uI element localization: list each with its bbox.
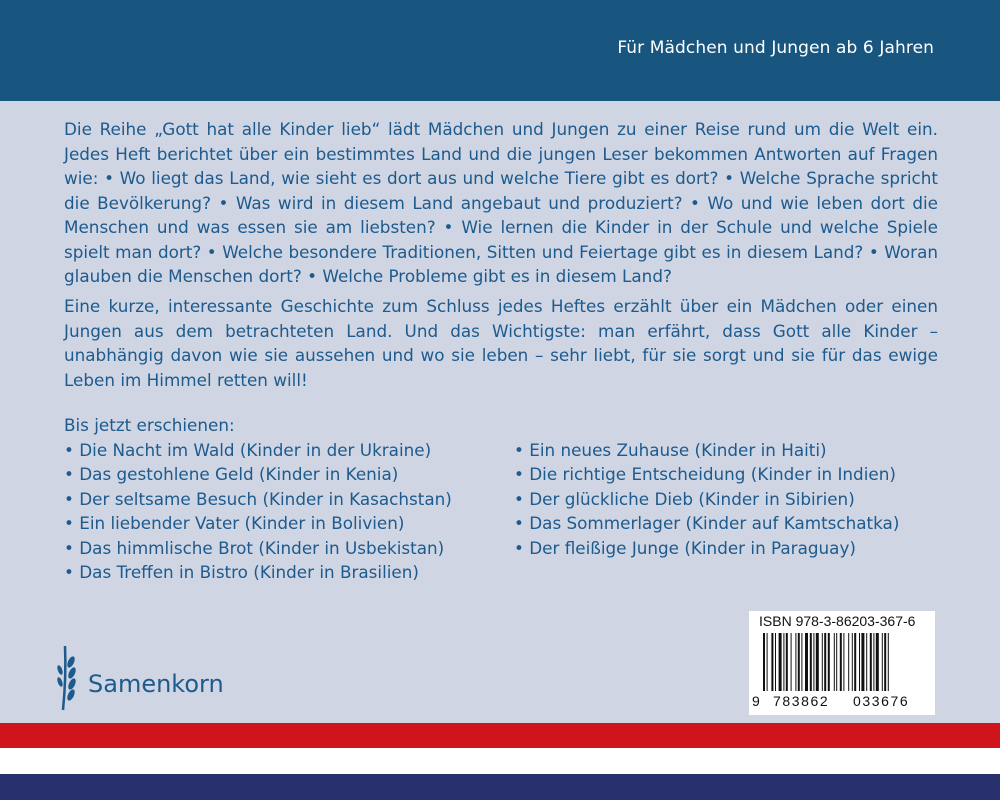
barcode-bar [810,633,812,691]
flag-stripe-blue [0,774,1000,800]
barcode-bar [813,633,814,691]
barcode-bar [791,633,792,691]
barcode-bar [763,633,765,691]
book-item: • Das gestohlene Geld (Kinder in Kenia) [64,464,399,484]
barcode-bar [884,633,886,691]
barcode-bar [771,633,773,691]
barcode-bar [805,633,808,691]
barcode-bar [873,633,874,691]
isbn-number: ISBN 978-3-86203-367-6 [759,613,916,629]
barcode-digits-right: 033676 [853,693,910,709]
book-item: • Die Nacht im Wald (Kinder in der Ukraine) [64,439,432,460]
published-books [64,413,944,582]
barcode-bar [834,633,835,691]
wheat-icon [57,640,87,712]
flag-stripe-white [0,748,1000,774]
book-item: • Das Treffen in Bistro (Kinder in Brasilien) [64,562,419,582]
barcode-bar [783,633,784,691]
barcode-bar [859,633,860,691]
barcode-bar [816,633,819,691]
book-item: • Ein liebender Vater (Kinder in Bolivien) [64,513,405,533]
barcode-bars [763,633,921,697]
barcode-bar [843,633,844,691]
barcode-bar [876,633,879,691]
barcode-bar [786,633,788,691]
barcode-digits-left: 783862 [773,693,830,709]
barcode-bar [861,633,864,691]
barcode-bar [822,633,823,691]
barcode-bar [828,633,830,691]
publisher-logo [57,640,257,710]
barcode-bar [854,633,856,691]
books-list-left [64,438,452,585]
barcode-bar [824,633,826,691]
barcode-bar [836,633,837,691]
barcode-bar [801,633,802,691]
barcode-bar [888,633,889,691]
book-item: • Der fleißige Junge (Kinder in Paraguay) [514,537,856,558]
barcode-bar [767,633,768,691]
book-item: • Das himmlische Brot (Kinder in Usbekistan) [64,537,445,558]
barcode-bar [779,633,782,691]
barcode-bar [775,633,776,691]
book-item: • Ein neues Zuhause (Kinder in Haiti) [514,439,827,460]
books-heading: Bis jetzt erschienen: [64,415,235,435]
barcode-digit-first: 9 [752,693,762,709]
barcode-bar [852,633,853,691]
barcode-bar [840,633,842,691]
flag-stripe-red [0,723,1000,748]
barcode-bar [870,633,872,691]
books-list-right [514,438,899,561]
age-tagline: Für Mädchen und Jungen ab 6 Jahren [617,38,934,58]
book-item: • Der seltsame Besuch (Kinder in Kasachstan) [64,488,452,509]
description-paragraph-2: Eine kurze, interessante Geschichte zum Schluss jedes Heftes erzählt über ein Mädchen oder einen Jungen aus dem betrachteten Land. Und das Wichtigste: man erfährt, dass Gott alle Kinder – unabhängig davon wie sie aussehen und wo sie leben – sehr liebt, für sie sorgt und sie für das ewige Leben im Himmel retten will! [64,296,938,390]
book-item: • Das Sommerlager (Kinder auf Kamtschatka) [514,513,900,533]
barcode-bar [795,633,796,691]
barcode-bar [882,633,883,691]
publisher-name: Samenkorn [88,670,224,698]
header-bar [0,0,1000,101]
barcode-bar [848,633,849,691]
book-item: • Der glückliche Dieb (Kinder in Sibirien) [514,488,855,509]
isbn-barcode [749,611,935,715]
barcode-bar [866,633,867,691]
book-item: • Die richtige Entscheidung (Kinder in Indien) [514,464,896,484]
barcode-bar [798,633,800,691]
description-paragraph-1: Die Reihe „Gott hat alle Kinder lieb“ lädt Mädchen und Jungen zu einer Reise rund um die Welt ein. Jedes Heft berichtet über ein bestimmtes Land und die jungen Leser bekommen Antworten auf Fragen wie: • Wo liegt das Land, wie sieht es dort aus und welche Tiere gibt es dort? • Welche Sprache spricht die Bevölkerung? • Was wird in diesem Land angebaut und produziert? • Wo und wie leben dort die Menschen und was essen sie am liebsten? • Wie lernen die Kinder in der Schule und welche Spiele spielt man dort? • Welche besondere Traditionen, Sitten und Feiertage gibt es in diesem Land? • Woran glauben die Menschen dort? • Welche Probleme gibt es in diesem Land? [64,119,938,286]
